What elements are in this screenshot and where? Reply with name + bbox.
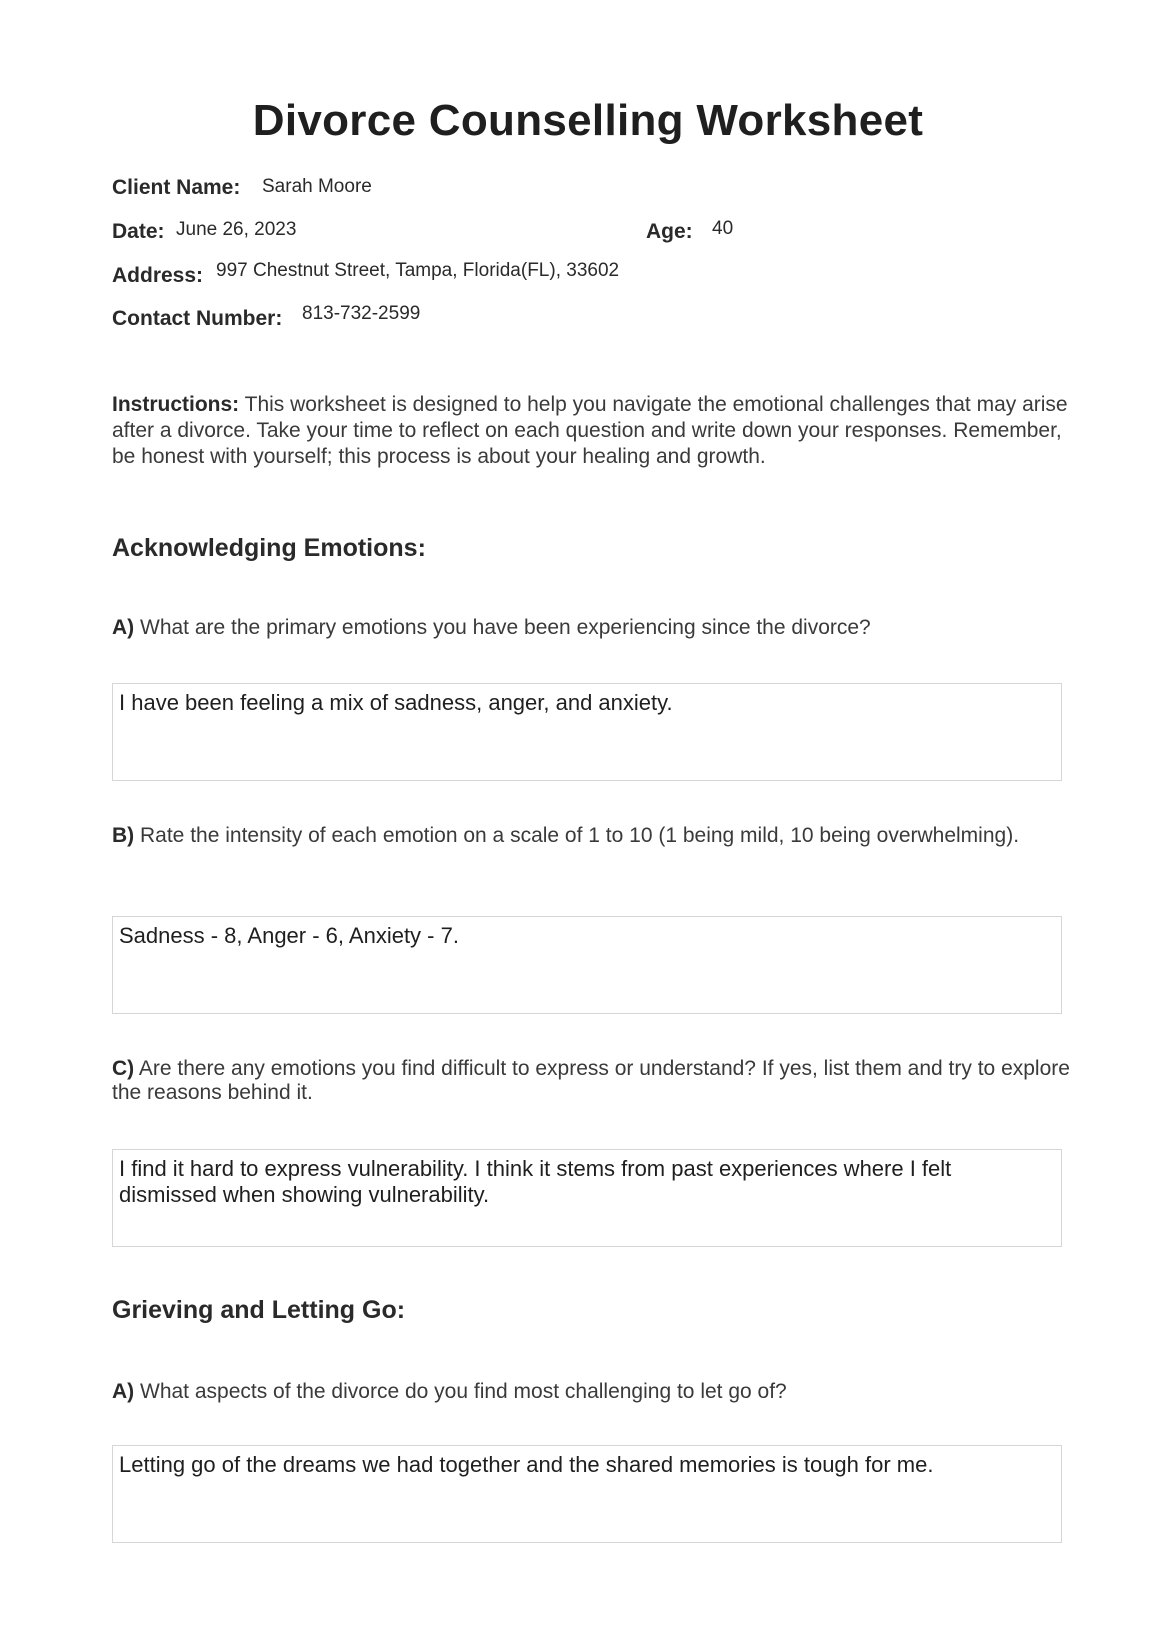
- address-label: Address:: [112, 264, 204, 287]
- page-title: Divorce Counselling Worksheet: [252, 96, 924, 145]
- question-1b: [112, 824, 1072, 848]
- answer-box-1c[interactable]: I find it hard to express vulnerability. I think it stems from past experiences where I felt dismissed when showing vulnerability.: [112, 1149, 1062, 1247]
- question-text: What are the primary emotions you have been experiencing since the divorce?: [134, 616, 871, 639]
- answer-box-2a[interactable]: Letting go of the dreams we had together and the shared memories is tough for me.: [112, 1445, 1062, 1543]
- date-label: Date:: [112, 220, 165, 243]
- client-name-label: Client Name:: [112, 176, 241, 199]
- instructions-label: Instructions:: [112, 393, 240, 416]
- question-text: What aspects of the divorce do you find most challenging to let go of?: [134, 1380, 787, 1403]
- date-value: June 26, 2023: [176, 219, 297, 240]
- question-text: Are there any emotions you find difficult to express or understand? If yes, list them and try to explore the reasons behind it.: [112, 1057, 1070, 1104]
- section-heading-grieving-letting-go: Grieving and Letting Go:: [112, 1296, 406, 1324]
- instructions-paragraph: [112, 392, 1072, 470]
- age-label: Age:: [646, 220, 693, 243]
- question-letter: A): [112, 1380, 135, 1403]
- section-heading-acknowledging-emotions: Acknowledging Emotions:: [112, 534, 426, 562]
- instructions-text: This worksheet is designed to help you navigate the emotional challenges that may arise after a divorce. Take your time to reflect on each question and write down your responses. Remember, be honest with yourself; this process is about your healing and growth.: [112, 393, 1068, 468]
- question-letter: C): [112, 1057, 135, 1080]
- address-value: 997 Chestnut Street, Tampa, Florida(FL), 33602: [216, 260, 620, 281]
- answer-box-1a[interactable]: I have been feeling a mix of sadness, anger, and anxiety.: [112, 683, 1062, 781]
- contact-number-label: Contact Number:: [112, 307, 283, 330]
- question-2a: [112, 1380, 1072, 1404]
- question-letter: A): [112, 616, 135, 639]
- question-letter: B): [112, 824, 135, 847]
- question-1a: [112, 616, 1072, 640]
- question-text: Rate the intensity of each emotion on a scale of 1 to 10 (1 being mild, 10 being overwhelming).: [134, 824, 1020, 847]
- contact-number-value: 813-732-2599: [302, 303, 421, 324]
- question-1c: [112, 1057, 1072, 1105]
- age-value: 40: [712, 218, 734, 239]
- answer-box-1b[interactable]: Sadness - 8, Anger - 6, Anxiety - 7.: [112, 916, 1062, 1014]
- client-name-value: Sarah Moore: [262, 176, 372, 197]
